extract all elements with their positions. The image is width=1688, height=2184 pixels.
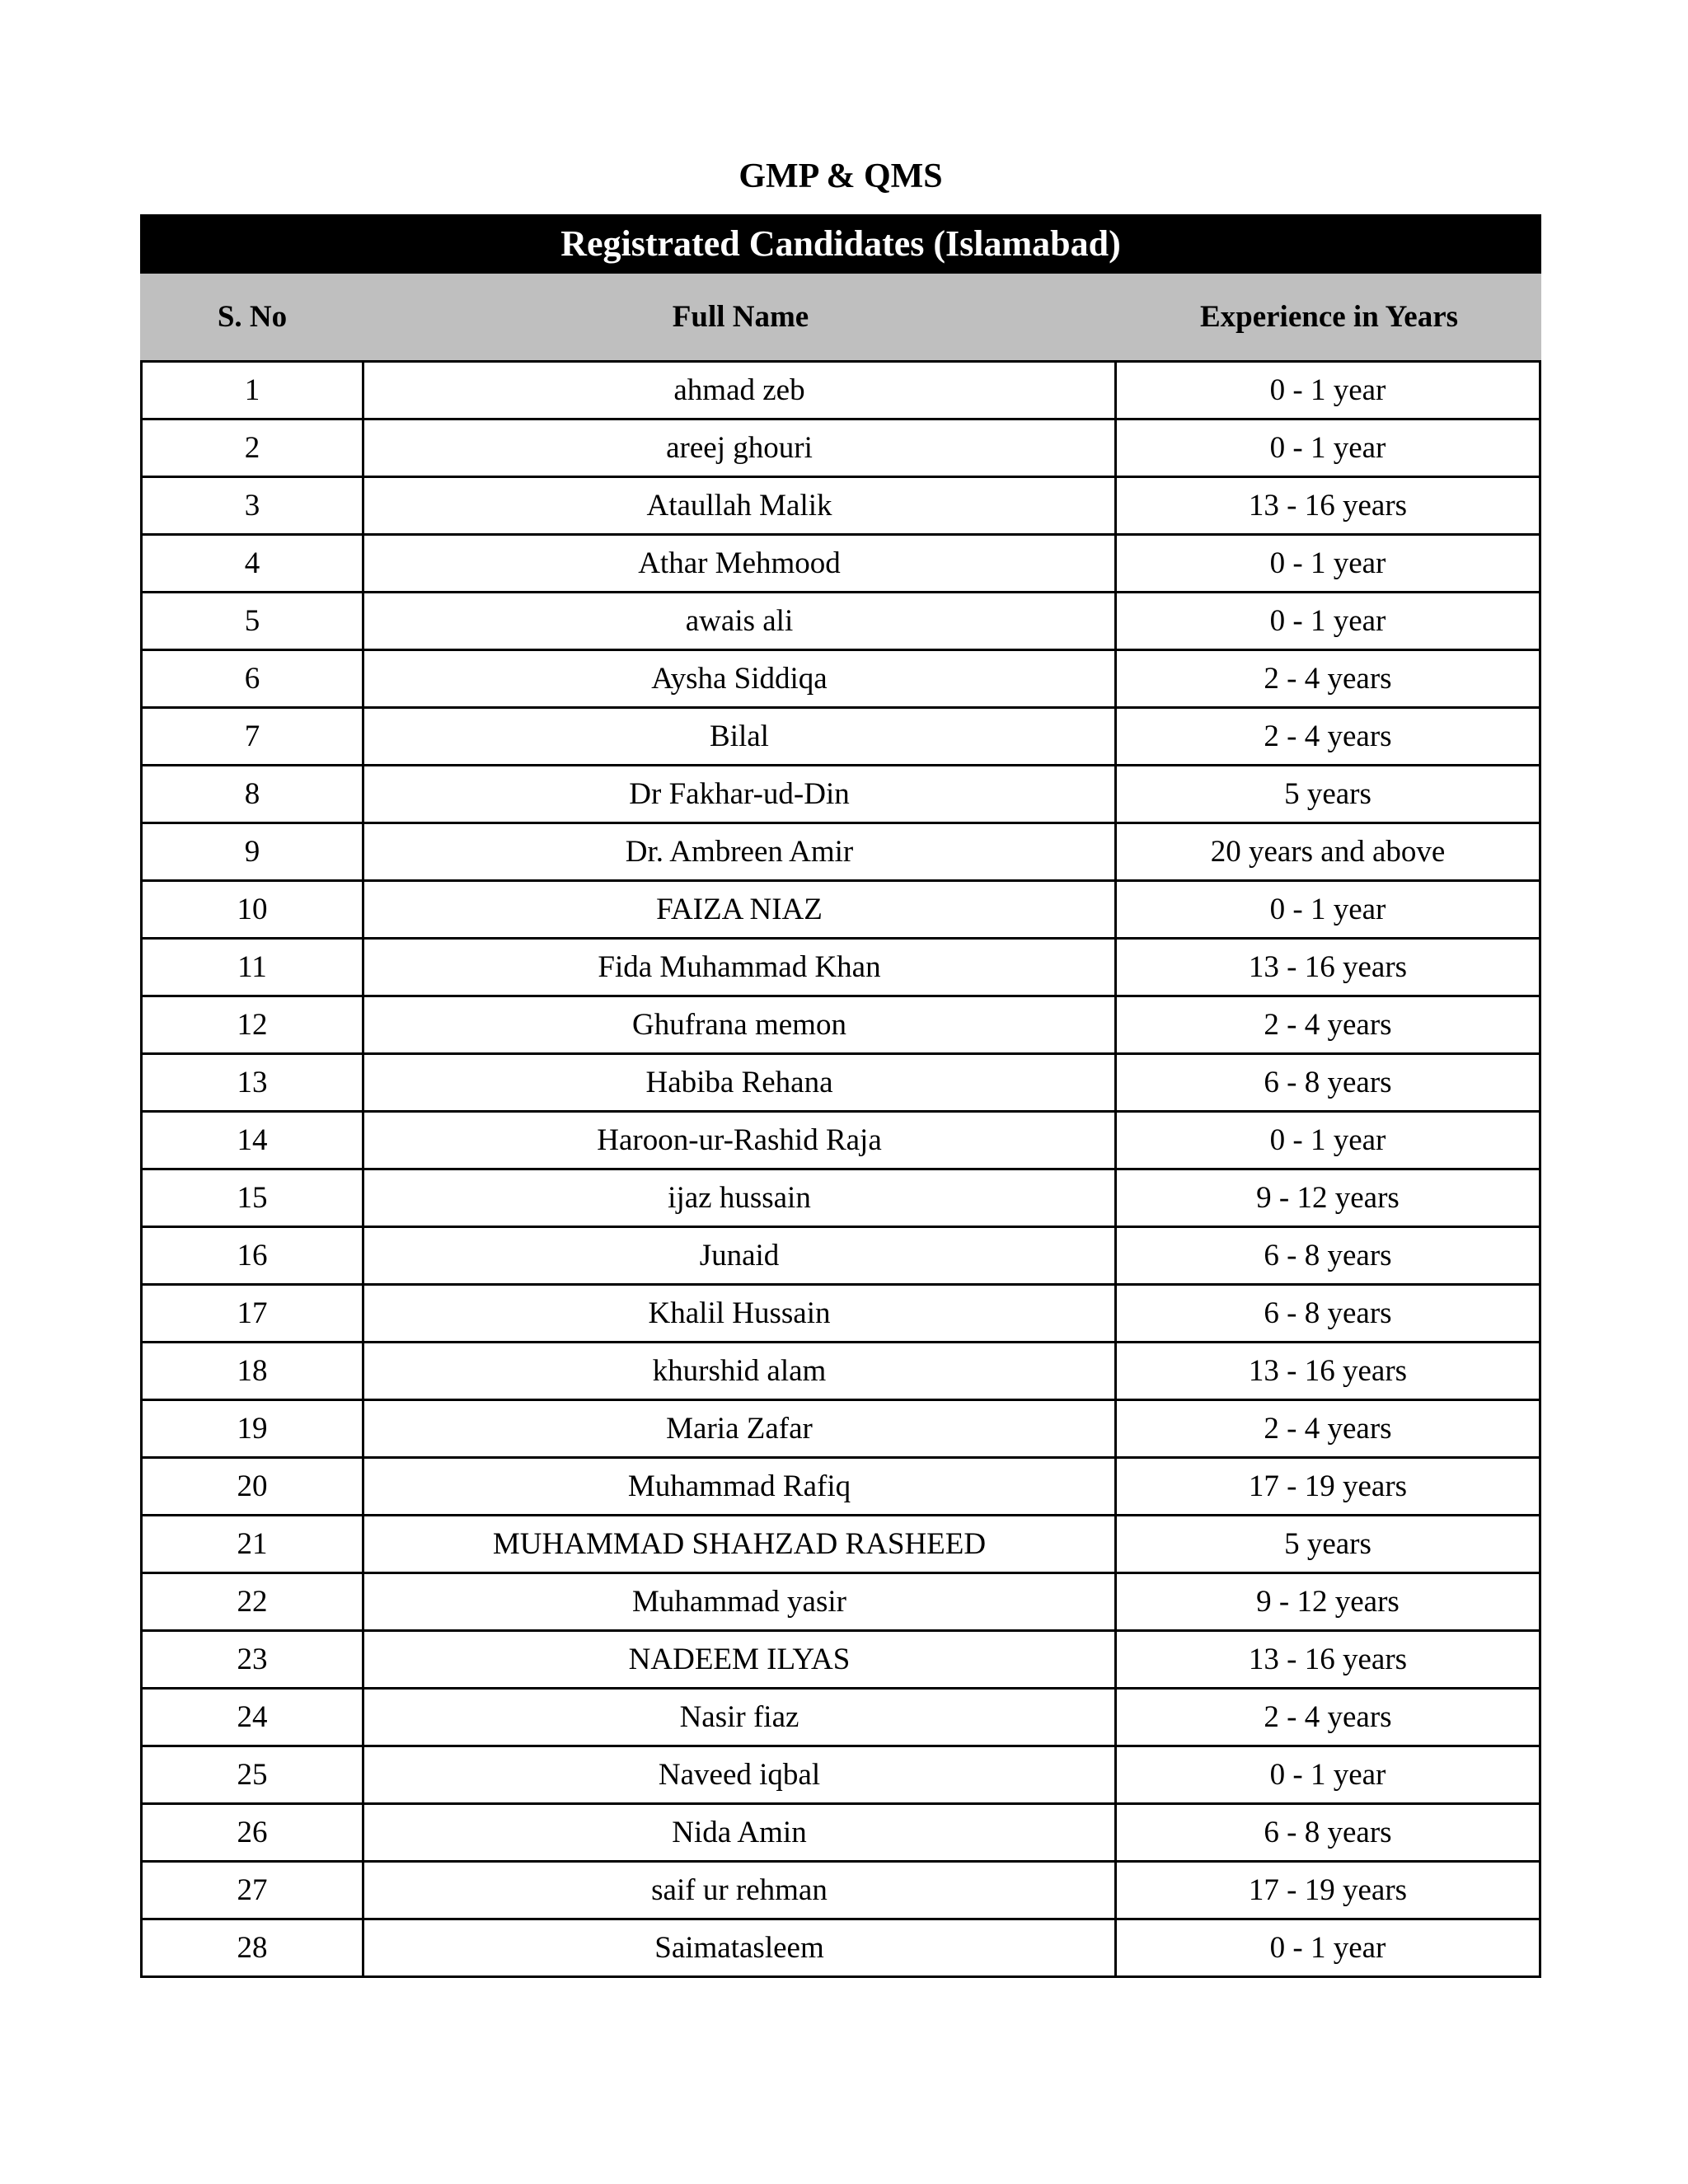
- row-full-name: Muhammad Rafiq: [364, 1459, 1117, 1514]
- row-number: 12: [143, 997, 364, 1052]
- row-full-name: Naveed iqbal: [364, 1747, 1117, 1802]
- table-row: [143, 1228, 1539, 1286]
- table-row: [143, 1113, 1539, 1170]
- row-experience: 2 - 4 years: [1264, 719, 1392, 753]
- table-row: [143, 940, 1539, 997]
- row-full-name: Junaid: [364, 1228, 1117, 1283]
- table-row: [143, 824, 1539, 882]
- row-experience: 5 years: [1284, 1527, 1372, 1561]
- row-experience: 2 - 4 years: [1264, 1412, 1392, 1446]
- row-number: 15: [143, 1170, 364, 1226]
- row-number: 27: [143, 1863, 364, 1918]
- row-full-name: Aysha Siddiqa: [364, 651, 1117, 706]
- row-experience: 9 - 12 years: [1256, 1585, 1400, 1619]
- table-row: [143, 1863, 1539, 1920]
- row-full-name: Dr Fakhar-ud-Din: [364, 766, 1117, 822]
- row-experience: 2 - 4 years: [1264, 1008, 1392, 1042]
- row-number: 20: [143, 1459, 364, 1514]
- row-full-name: Khalil Hussain: [364, 1286, 1117, 1341]
- row-experience: 0 - 1 year: [1269, 431, 1386, 465]
- row-number: 16: [143, 1228, 364, 1283]
- row-experience: 2 - 4 years: [1264, 1700, 1392, 1734]
- page-title: GMP & QMS: [738, 157, 943, 195]
- row-number: 24: [143, 1690, 364, 1745]
- row-experience: 6 - 8 years: [1264, 1816, 1392, 1849]
- table-row: [143, 882, 1539, 940]
- row-number: 14: [143, 1113, 364, 1168]
- table-row: [143, 478, 1539, 536]
- row-full-name: Bilal: [364, 709, 1117, 764]
- table-row: [143, 1920, 1539, 1975]
- row-full-name: Saimatasleem: [364, 1920, 1117, 1975]
- table-body: [140, 360, 1541, 1978]
- column-header-experience: Experience in Years: [1199, 300, 1459, 334]
- row-experience: 5 years: [1284, 777, 1372, 811]
- table-row: [143, 1170, 1539, 1228]
- table-row: [143, 1690, 1539, 1747]
- row-full-name: MUHAMMAD SHAHZAD RASHEED: [364, 1516, 1117, 1572]
- row-number: 21: [143, 1516, 364, 1572]
- table-row: [143, 363, 1539, 420]
- row-number: 8: [143, 766, 364, 822]
- row-experience: 0 - 1 year: [1269, 1931, 1386, 1965]
- row-number: 10: [143, 882, 364, 937]
- table-row: [143, 1286, 1539, 1343]
- row-number: 22: [143, 1574, 364, 1629]
- row-experience: 6 - 8 years: [1264, 1296, 1392, 1330]
- row-experience: 9 - 12 years: [1256, 1181, 1400, 1215]
- table-row: [143, 1055, 1539, 1113]
- row-full-name: areej ghouri: [364, 420, 1117, 476]
- table-row: [143, 997, 1539, 1055]
- row-full-name: Ataullah Malik: [364, 478, 1117, 533]
- candidates-table: [140, 214, 1541, 1978]
- row-full-name: Fida Muhammad Khan: [364, 940, 1117, 995]
- row-full-name: Habiba Rehana: [364, 1055, 1117, 1110]
- row-experience: 17 - 19 years: [1248, 1873, 1408, 1907]
- table-row: [143, 1574, 1539, 1632]
- row-full-name: saif ur rehman: [364, 1863, 1117, 1918]
- table-row: [143, 1516, 1539, 1574]
- row-number: 6: [143, 651, 364, 706]
- row-experience: 2 - 4 years: [1264, 662, 1392, 696]
- row-experience: 17 - 19 years: [1248, 1469, 1408, 1503]
- row-full-name: ijaz hussain: [364, 1170, 1117, 1226]
- table-row: [143, 651, 1539, 709]
- row-experience: 20 years and above: [1210, 835, 1446, 869]
- row-number: 3: [143, 478, 364, 533]
- table-header-row: [140, 274, 1541, 360]
- row-number: 5: [143, 593, 364, 649]
- row-experience: 13 - 16 years: [1248, 950, 1408, 984]
- table-row: [143, 709, 1539, 766]
- row-number: 9: [143, 824, 364, 879]
- table-banner: Registrated Candidates (Islamabad): [140, 214, 1541, 274]
- table-row: [143, 536, 1539, 593]
- row-experience: 6 - 8 years: [1264, 1066, 1392, 1099]
- table-row: [143, 1343, 1539, 1401]
- row-full-name: Haroon-ur-Rashid Raja: [364, 1113, 1117, 1168]
- table-row: [143, 1459, 1539, 1516]
- row-experience: 0 - 1 year: [1269, 604, 1386, 638]
- column-header-sno: S. No: [217, 300, 288, 334]
- row-experience: 0 - 1 year: [1269, 893, 1386, 926]
- row-full-name: Athar Mehmood: [364, 536, 1117, 591]
- row-number: 26: [143, 1805, 364, 1860]
- row-number: 11: [143, 940, 364, 995]
- row-full-name: Nida Amin: [364, 1805, 1117, 1860]
- row-number: 4: [143, 536, 364, 591]
- row-number: 17: [143, 1286, 364, 1341]
- row-experience: 13 - 16 years: [1248, 1643, 1408, 1676]
- row-full-name: FAIZA NIAZ: [364, 882, 1117, 937]
- table-row: [143, 420, 1539, 478]
- row-experience: 0 - 1 year: [1269, 373, 1386, 407]
- row-full-name: ahmad zeb: [364, 363, 1117, 418]
- table-row: [143, 593, 1539, 651]
- table-row: [143, 1632, 1539, 1690]
- row-experience: 6 - 8 years: [1264, 1239, 1392, 1272]
- row-number: 13: [143, 1055, 364, 1110]
- table-row: [143, 766, 1539, 824]
- row-number: 19: [143, 1401, 364, 1456]
- row-full-name: khurshid alam: [364, 1343, 1117, 1399]
- table-row: [143, 1747, 1539, 1805]
- row-experience: 0 - 1 year: [1269, 1758, 1386, 1792]
- row-experience: 13 - 16 years: [1248, 489, 1408, 523]
- row-number: 25: [143, 1747, 364, 1802]
- row-full-name: awais ali: [364, 593, 1117, 649]
- row-number: 23: [143, 1632, 364, 1687]
- row-full-name: Nasir fiaz: [364, 1690, 1117, 1745]
- row-number: 7: [143, 709, 364, 764]
- row-full-name: Maria Zafar: [364, 1401, 1117, 1456]
- row-number: 18: [143, 1343, 364, 1399]
- column-header-name: Full Name: [672, 300, 809, 334]
- table-row: [143, 1401, 1539, 1459]
- row-number: 2: [143, 420, 364, 476]
- row-full-name: Ghufrana memon: [364, 997, 1117, 1052]
- row-experience: 0 - 1 year: [1269, 1123, 1386, 1157]
- row-full-name: Dr. Ambreen Amir: [364, 824, 1117, 879]
- row-number: 1: [143, 363, 364, 418]
- row-experience: 13 - 16 years: [1248, 1354, 1408, 1388]
- row-number: 28: [143, 1920, 364, 1975]
- table-row: [143, 1805, 1539, 1863]
- row-full-name: Muhammad yasir: [364, 1574, 1117, 1629]
- row-full-name: NADEEM ILYAS: [364, 1632, 1117, 1687]
- row-experience: 0 - 1 year: [1269, 546, 1386, 580]
